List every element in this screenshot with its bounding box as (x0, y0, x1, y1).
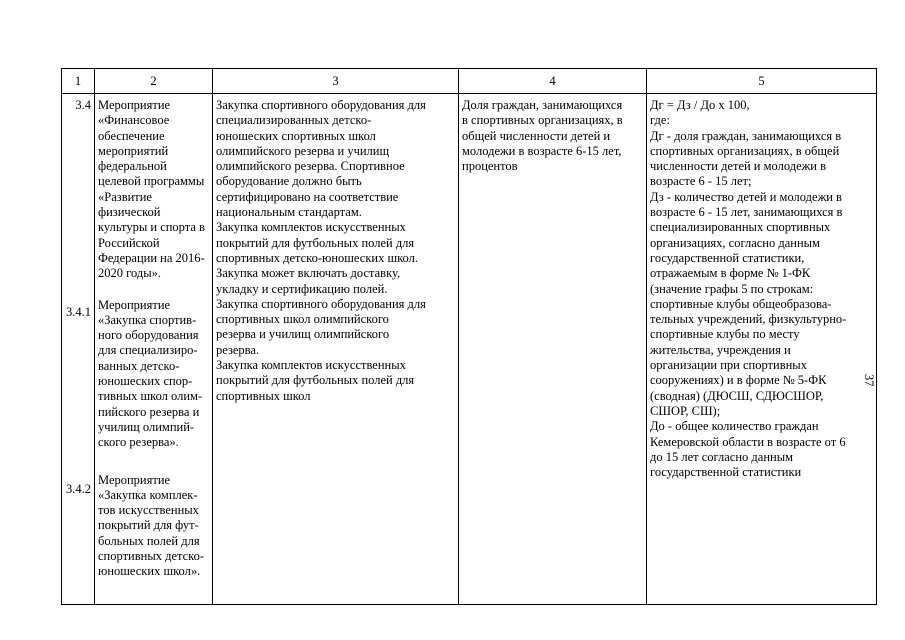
column-header-3: 3 (213, 69, 459, 94)
item-number: 3.4.2 (66, 481, 91, 496)
item-number: 3.4 (75, 98, 91, 112)
header-row (62, 69, 877, 94)
table-row (62, 94, 877, 605)
activity-name: Мероприятие «Закупка комплек- тов искусственных покрытий для фут- больных полей для спортивных детско- юношеских школ». (98, 472, 205, 579)
activity-description: Закупка спортивного оборудования для специализированных детско- юношеских спортивных школ олимпийского резерва и училищ олимпийского резерва. Спортивное оборудование должно быть сертифицировано на соответствие национальным стандартам. Закупка комплектов искусственных покрытий для футбольных полей для спортивных детско-юношеских школ. Закупка может включать доставку, укладку и сертификацию полей. Закупка спортивного оборудования для спортивных школ олимпийского резерва и училищ олимпийского резерва. Закупка комплектов искусственных покрытий для футбольных полей для спортивных школ (216, 98, 426, 403)
page-number: 37 (862, 374, 876, 387)
indicator-table (61, 68, 877, 605)
column-header-5: 5 (647, 69, 877, 94)
item-number-cell (62, 94, 95, 605)
calculation-method: Дг = Дз / До х 100, где: Дг - доля граждан, занимающихся в спортивных организациях, в общей численности детей и молодежи в возрасте 6 - 15 лет; Дз - количество детей и молодежи в возрасте 6 - 15 лет, занимающихся в специализированных спортивных организациях, согласно данным государственной статистики, отражаемым в форме № 1-ФК (значение графы 5 по строкам: спортивные клубы общеобразова- тельных учреждений, физкультурно- спортивные клубы по месту жительства, учреждения и организации при спортивных сооружениях) и в форме № 5-ФК (сводная) (ДЮСШ, СДЮСШОР, СШОР, СШ); До - общее количество граждан Кемеровской области в возрасте от 6 до 15 лет согласно данным государственной статистики (650, 98, 847, 480)
activity-name: Мероприятие «Финансовое обеспечение мероприятий федеральной целевой программы «Развитие физической культуры и спорта в Российской Федерации на 2016- 2020 годы». (98, 98, 205, 281)
activity-name: Мероприятие «Закупка спортив- ного оборудования для специализиро- ванных детско- юношеских спор- тивных школ олим- пийского резерва и училищ олимпий- ского резерва». (98, 297, 203, 450)
calculation-method-cell (647, 94, 877, 605)
indicator-name: Доля граждан, занимающихся в спортивных организациях, в общей численности детей и молодежи в возрасте 6-15 лет, процентов (462, 98, 623, 174)
indicator-name-cell (459, 94, 647, 605)
column-header-1: 1 (62, 69, 95, 94)
activity-description-cell (213, 94, 459, 605)
item-number: 3.4.1 (66, 305, 91, 320)
column-header-2: 2 (95, 69, 213, 94)
column-header-4: 4 (459, 69, 647, 94)
activity-name-cell (95, 94, 213, 605)
